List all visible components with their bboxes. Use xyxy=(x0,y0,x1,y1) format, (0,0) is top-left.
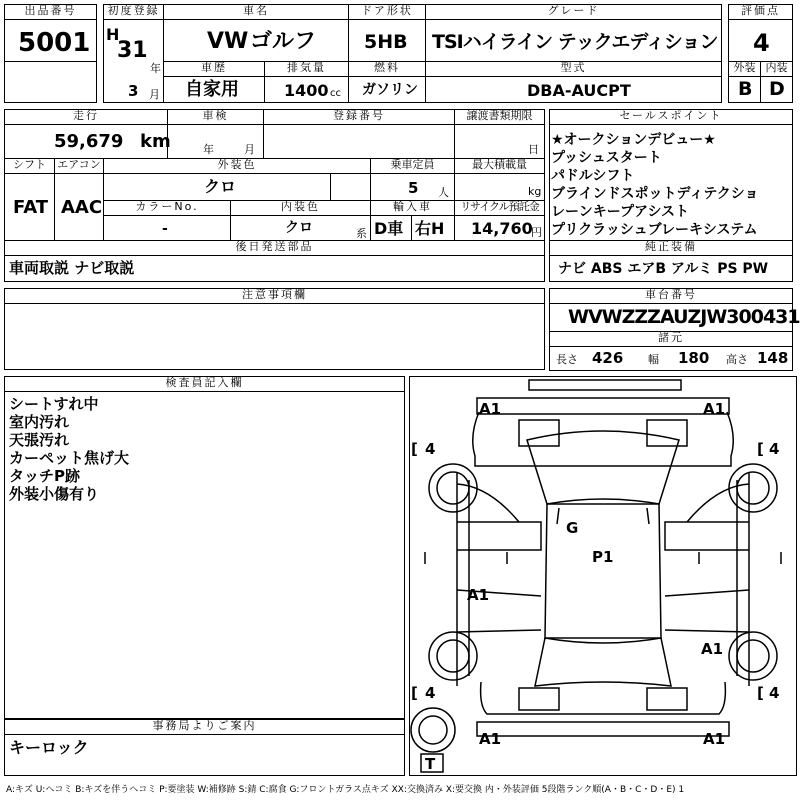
notes-box xyxy=(4,303,545,370)
mark-front-right: A1 xyxy=(703,400,726,418)
shift-value: FAT xyxy=(13,197,49,218)
mark-rear-left: A1 xyxy=(479,730,502,748)
inspector-item: カーペット焦げ大 xyxy=(9,449,130,467)
car-maker: VW xyxy=(207,29,249,54)
equipment-label: 純正装備 xyxy=(549,240,793,256)
length-value: 426 xyxy=(592,349,624,367)
inspection-month-unit: 月 xyxy=(244,143,255,156)
color-no-value: - xyxy=(162,221,168,237)
sales-point-item: レーンキープアシスト xyxy=(551,204,690,220)
rear-hatch xyxy=(481,682,726,714)
length-label: 長さ xyxy=(556,353,578,366)
width-value: 180 xyxy=(678,349,710,367)
later-parts-label: 後日発送部品 xyxy=(4,240,545,256)
recycle-unit: 円 xyxy=(531,226,542,239)
first-reg-year: 31 xyxy=(117,38,148,63)
lot-lower-box xyxy=(4,61,97,103)
score-label: 評価点 xyxy=(728,4,793,20)
wheel-rr xyxy=(729,632,777,680)
sales-point-item: プリクラッシュブレーキシステム xyxy=(551,222,758,238)
ext-color-label: 外装色 xyxy=(103,158,371,174)
tire-rr-value: 4 xyxy=(769,684,780,702)
height-value: 148 xyxy=(757,349,789,367)
tire-fr-value: 4 xyxy=(769,440,780,458)
grade-value: TSIハイライン テックエディション xyxy=(432,31,718,53)
ext-color-divider xyxy=(330,173,331,201)
mileage-value: 59,679 xyxy=(54,131,124,152)
inspection-year-unit: 年 xyxy=(203,143,214,156)
mark-roof-center: P1 xyxy=(592,548,614,566)
car-name-label: 車名 xyxy=(163,4,349,20)
recycle-label: リサイクル預託金 xyxy=(454,200,545,216)
front-bumper xyxy=(529,380,681,390)
sales-point-item: パドルシフト xyxy=(551,168,635,184)
mileage-unit: km xyxy=(140,131,171,152)
displacement-label: 排気量 xyxy=(264,61,349,77)
mark-roof: G xyxy=(566,519,579,537)
fuel-value: ガソリン xyxy=(362,82,418,98)
equipment-value: ナビ ABS エアB アルミ PS PW xyxy=(558,261,769,277)
first-reg-year-unit: 年 xyxy=(150,62,161,75)
left-body-line xyxy=(457,472,469,686)
inspector-item: 室内汚れ xyxy=(9,413,70,431)
max-load-label: 最大積載量 xyxy=(454,158,545,174)
sales-points-label: セールスポイント xyxy=(549,109,793,125)
car-diagram-svg xyxy=(409,376,797,776)
right-fender xyxy=(687,484,749,522)
sales-point-item: ★オークションデビュー★ xyxy=(551,132,716,148)
notes-label: 注意事項欄 xyxy=(4,288,545,304)
wheel-rl xyxy=(429,632,477,680)
ext-score-value: B xyxy=(738,78,753,100)
spare-tire xyxy=(411,708,455,752)
mark-spare: T xyxy=(425,755,436,773)
rear-bumper xyxy=(477,722,729,736)
front-bumper-lower xyxy=(477,398,729,414)
sales-point-item: プッシュスタート xyxy=(551,150,662,166)
first-reg-label: 初度登録 xyxy=(103,4,164,20)
capacity-unit: 人 xyxy=(438,186,449,199)
reg-no-box xyxy=(263,124,455,159)
right-body-line xyxy=(737,472,749,686)
left-fender xyxy=(457,484,519,522)
history-label: 車歴 xyxy=(163,61,265,77)
lot-label: 出品番号 xyxy=(4,4,97,20)
chassis-label: 車台番号 xyxy=(549,288,793,304)
ext-color-value: クロ xyxy=(204,177,237,196)
int-color-value: クロ xyxy=(285,220,313,236)
int-color-label: 内装色 xyxy=(230,200,371,216)
wheel-fr xyxy=(729,464,777,512)
windshield xyxy=(527,431,679,504)
import-value-1: D車 xyxy=(374,219,404,238)
int-score-value: D xyxy=(769,78,785,100)
hood xyxy=(473,412,734,466)
mileage-label: 走行 xyxy=(4,109,168,125)
left-headlight xyxy=(519,420,559,446)
car-model: ゴルフ xyxy=(250,29,317,54)
dims-label: 諸元 xyxy=(549,331,793,347)
office-value: キーロック xyxy=(9,738,89,757)
aircon-value: AAC xyxy=(61,197,103,218)
inspector-item: タッチP跡 xyxy=(9,467,80,485)
tire-fl-mark: [ xyxy=(411,440,418,458)
aircon-label: エアコン xyxy=(54,158,104,174)
max-load-unit: kg xyxy=(528,185,542,198)
transfer-day-unit: 日 xyxy=(528,143,539,156)
height-label: 高さ xyxy=(726,353,748,366)
reg-no-label: 登録番号 xyxy=(263,109,455,125)
roof xyxy=(545,504,661,638)
inspector-item: 外装小傷有り xyxy=(9,485,100,503)
tire-fr-mark: [ xyxy=(757,440,764,458)
sales-point-item: ブラインドスポットディテクショ xyxy=(551,186,759,202)
first-reg-month: 3 xyxy=(128,82,139,100)
shift-label: シフト xyxy=(4,158,55,174)
mark-right-side: A1 xyxy=(701,640,724,658)
displacement-value: 1400 xyxy=(284,81,329,100)
legend: A:キズ U:ヘコミ B:キズを伴うヘコミ P:要塗装 W:補修跡 S:錆 C:腐食 G:フロントガラス点キズ XX:交換済み X:要交換 内・外装評価 5段階ランク順(A・B・C・D・E) 1 xyxy=(6,785,685,795)
chassis-value: WVWZZZAUZJW300431 xyxy=(568,306,800,328)
fuel-label: 燃料 xyxy=(348,61,426,77)
grade-label: グレード xyxy=(425,4,722,20)
left-taillight xyxy=(519,688,559,710)
width-label: 幅 xyxy=(648,353,659,366)
office-label: 事務局よりご案内 xyxy=(4,719,405,735)
score-value: 4 xyxy=(753,29,770,57)
wheel-fl xyxy=(429,464,477,512)
capacity-value: 5 xyxy=(408,179,419,197)
ext-score-label: 外装 xyxy=(728,61,761,77)
history-value: 自家用 xyxy=(185,79,239,100)
mark-left-side: A1 xyxy=(467,586,490,604)
inspector-label: 検査員記入欄 xyxy=(4,376,405,392)
inspection-label: 車検 xyxy=(167,109,264,125)
rear-window xyxy=(535,638,671,686)
import-divider xyxy=(411,215,412,241)
first-reg-era: H xyxy=(106,25,120,44)
import-value-2: 右H xyxy=(415,219,445,238)
int-color-unit: 系 xyxy=(356,227,367,240)
tire-rr-mark: [ xyxy=(757,684,764,702)
model-code-value: DBA-AUCPT xyxy=(527,81,631,100)
first-reg-month-unit: 月 xyxy=(149,88,160,101)
int-score-label: 内装 xyxy=(760,61,793,77)
model-code-label: 型式 xyxy=(425,61,722,77)
inspector-item: 天張汚れ xyxy=(9,431,70,449)
displacement-unit: cc xyxy=(330,88,341,99)
recycle-value: 14,760 xyxy=(471,219,533,238)
transfer-label: 譲渡書類期限 xyxy=(454,109,545,125)
right-headlight xyxy=(647,420,687,446)
capacity-label: 乗車定員 xyxy=(370,158,455,174)
later-parts-value: 車両取説 ナビ取説 xyxy=(9,259,135,277)
lot-number: 5001 xyxy=(18,28,91,58)
door-label: ドア形状 xyxy=(348,4,426,20)
tire-fl-value: 4 xyxy=(425,440,436,458)
mark-front-left: A1 xyxy=(479,400,502,418)
inspector-item: シートすれ中 xyxy=(9,395,99,413)
tire-rl-value: 4 xyxy=(425,684,436,702)
import-label: 輸入車 xyxy=(370,200,455,216)
tire-rl-mark: [ xyxy=(411,684,418,702)
color-no-label: カラーNo. xyxy=(103,200,231,216)
door-value: 5HB xyxy=(364,31,408,53)
right-taillight xyxy=(647,688,687,710)
mark-rear-right: A1 xyxy=(703,730,726,748)
